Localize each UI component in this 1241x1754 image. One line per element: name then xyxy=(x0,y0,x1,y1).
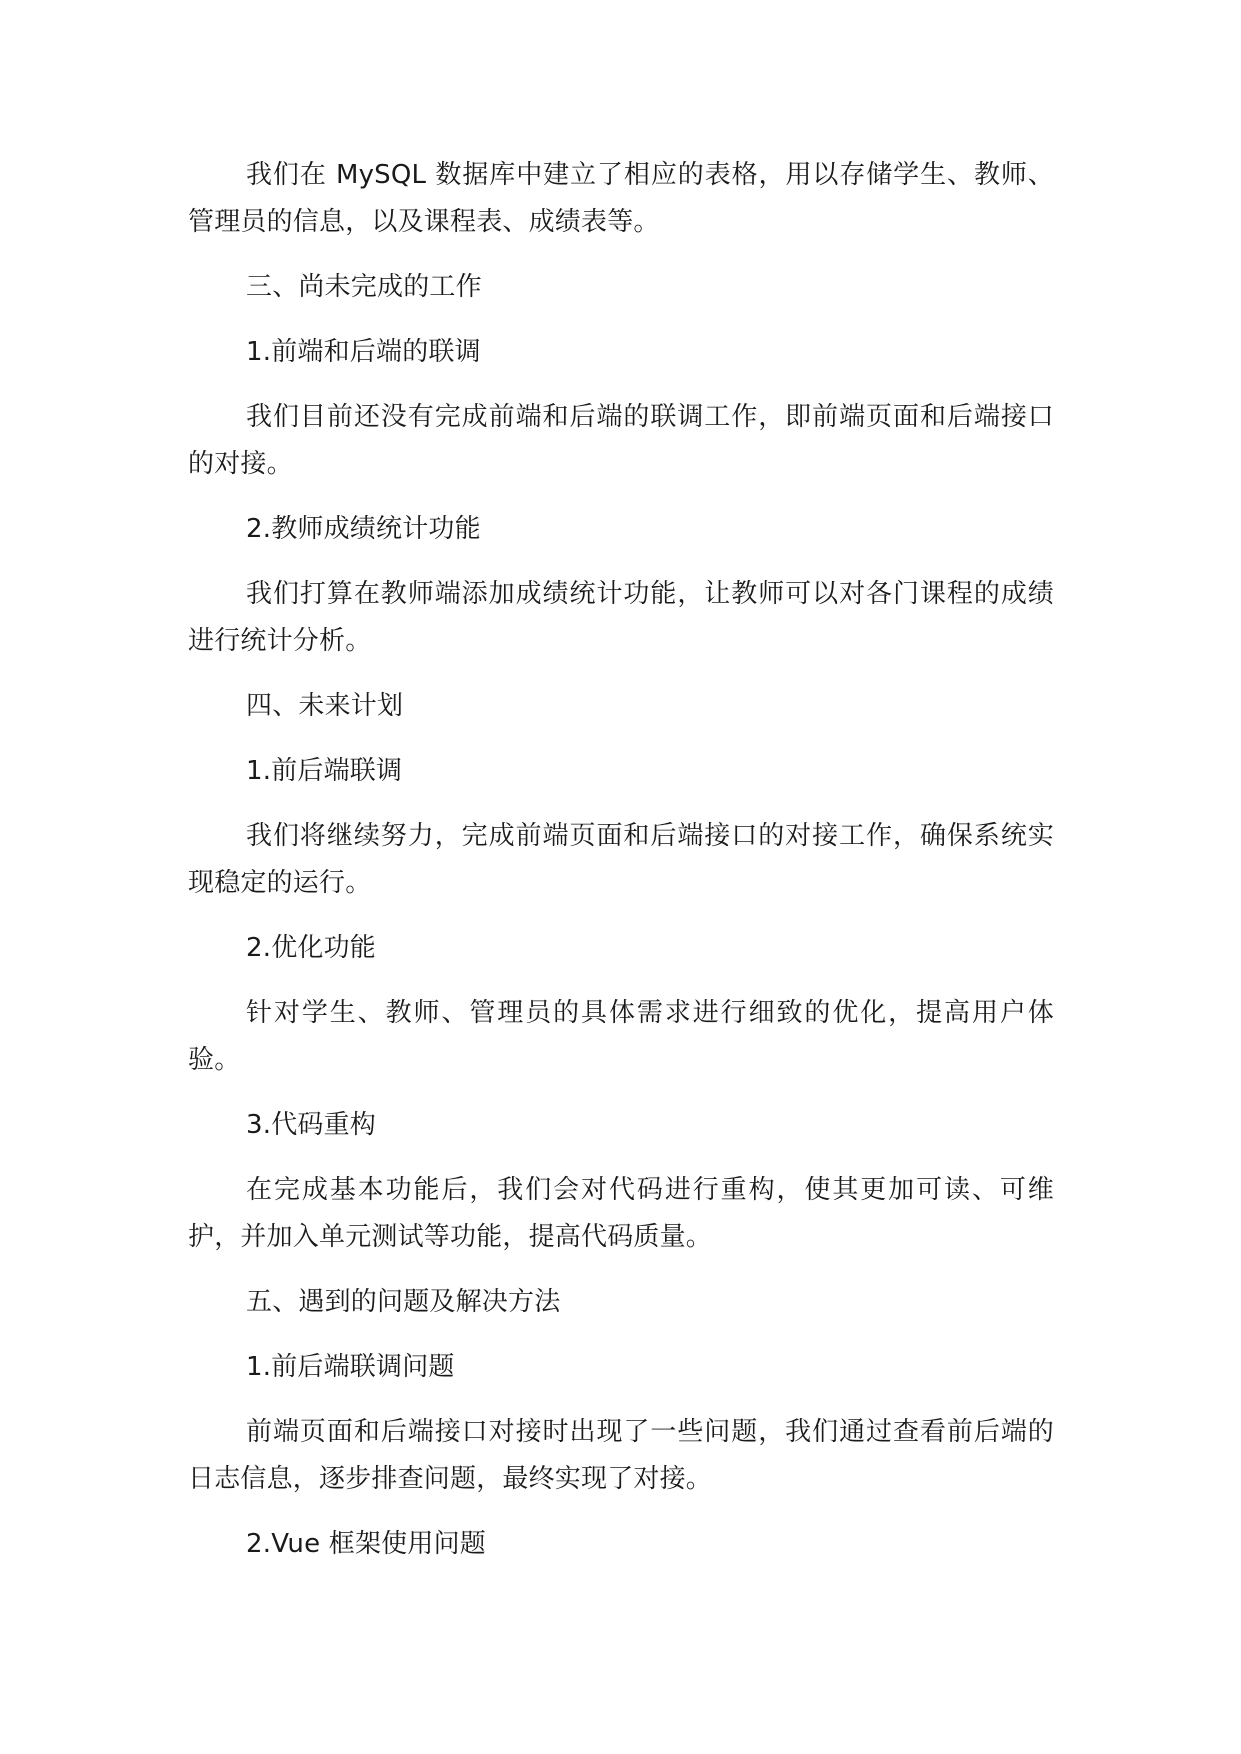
subheading-optimization: 2.优化功能 xyxy=(246,933,377,963)
paragraph-refactoring: 在完成基本功能后，我们会对代码进行重构，使其更加可读、可维护，并加入单元测试等功能，提高代码质量。 xyxy=(188,1175,1054,1252)
subheading-integration-plan: 1.前后端联调 xyxy=(246,756,403,786)
paragraph-mysql-tables: 我们在 MySQL 数据库中建立了相应的表格，用以存储学生、教师、管理员的信息，以及课程表、成绩表等。 xyxy=(188,160,1054,237)
section-heading-unfinished-work: 三、尚未完成的工作 xyxy=(246,272,482,302)
subheading-integration-problem: 1.前后端联调问题 xyxy=(246,1352,455,1382)
subheading-refactoring: 3.代码重构 xyxy=(246,1110,377,1140)
subheading-vue-problem: 2.Vue 框架使用问题 xyxy=(246,1529,486,1559)
paragraph-integration-problem: 前端页面和后端接口对接时出现了一些问题，我们通过查看前后端的日志信息，逐步排查问题，最终实现了对接。 xyxy=(188,1417,1054,1494)
document-body xyxy=(188,152,1054,1586)
paragraph-optimization: 针对学生、教师、管理员的具体需求进行细致的优化，提高用户体验。 xyxy=(188,998,1054,1075)
paragraph-integration-plan: 我们将继续努力，完成前端页面和后端接口的对接工作，确保系统实现稳定的运行。 xyxy=(188,821,1054,898)
paragraph-grade-statistics-plan: 我们打算在教师端添加成绩统计功能，让教师可以对各门课程的成绩进行统计分析。 xyxy=(188,579,1054,656)
subheading-frontend-backend-integration: 1.前端和后端的联调 xyxy=(246,337,481,367)
section-heading-problems-solutions: 五、遇到的问题及解决方法 xyxy=(246,1287,561,1317)
section-heading-future-plan: 四、未来计划 xyxy=(246,691,404,721)
paragraph-integration-status: 我们目前还没有完成前端和后端的联调工作，即前端页面和后端接口的对接。 xyxy=(188,402,1054,479)
subheading-teacher-grade-statistics: 2.教师成绩统计功能 xyxy=(246,514,481,544)
